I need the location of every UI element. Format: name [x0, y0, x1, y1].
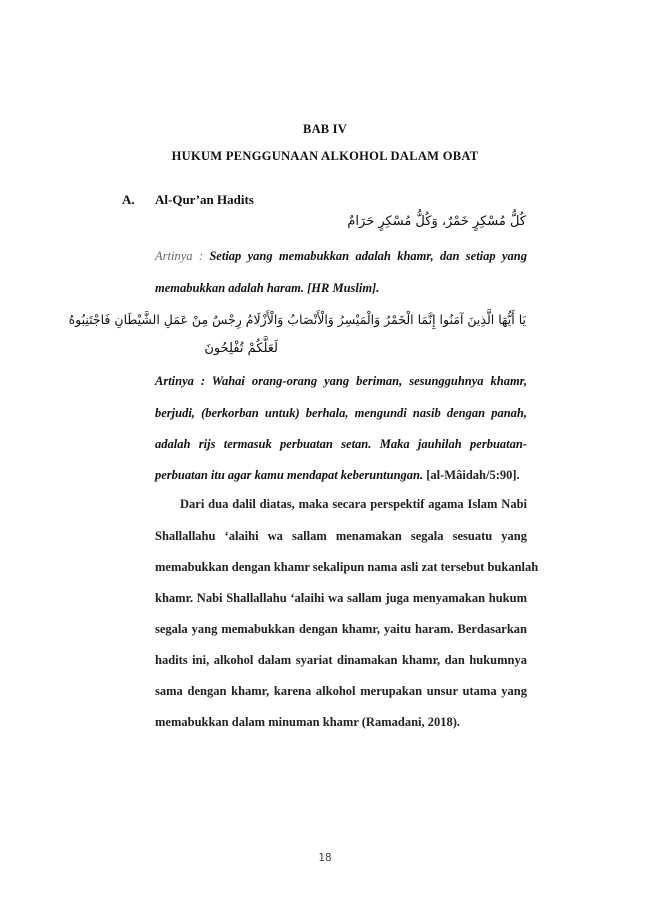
verse-arabic-line-2: لَعَلَّكُمْ تُفْلِحُونَ: [204, 341, 278, 356]
section-title: Al-Qur’an Hadits: [155, 192, 254, 207]
paragraph-line: hadits ini, alkohol dalam syariat dinamakan khamr, dan hukumnya: [155, 653, 527, 667]
paragraph-line: sama dengan khamr, karena alkohol merupakan unsur utama yang: [155, 684, 527, 698]
hadith-translation-text: Setiap yang memabukkan adalah khamr, dan setiap yang: [209, 249, 527, 263]
verse-translation-line-2: berjudi, (berkorban untuk) berhala, mengundi nasib dengan panah,: [155, 406, 527, 420]
paragraph-line: memabukkan dengan khamr sekalipun nama asli zat tersebut bukanlah: [155, 560, 539, 574]
paragraph-line: Dari dua dalil diatas, maka secara perspektif agama Islam Nabi: [180, 497, 527, 511]
verse-translation-line-4: [155, 468, 527, 483]
hadith-translation-text-2: memabukkan adalah haram. [HR Muslim].: [155, 281, 380, 295]
verse-translation-line-3: adalah rijs termasuk perbuatan setan. Maka jauhilah perbuatan-: [155, 437, 527, 451]
chapter-title: HUKUM PENGGUNAAN ALKOHOL DALAM OBAT: [171, 149, 479, 163]
paragraph-line: khamr. Nabi Shallallahu ‘alaihi wa sallam juga menyamakan hukum: [155, 591, 527, 605]
hadith-translation-line-2: [155, 281, 527, 296]
verse-translation-text-4: perbuatan itu agar kamu mendapat keberuntungan.: [155, 468, 424, 482]
hadith-arabic-text: كُلُّ مُسْكِرٍ خَمْرٌ، وَكُلُّ مُسْكِرٍ حَرَامٌ: [347, 214, 526, 229]
translation-prefix: Artinya :: [155, 249, 203, 263]
chapter-label: BAB IV: [303, 122, 347, 136]
paragraph-line: segala yang memabukkan dengan khamr, yaitu haram. Berdasarkan: [155, 622, 527, 636]
verse-arabic-line-1: يَا أَيُّهَا الَّذِينَ آمَنُوا إِنَّمَا الْخَمْرُ وَالْمَيْسِرُ وَالْأَنْصَابُ وَالْأَزْلَامُ رِجْسٌ مِنْ عَمَلِ الشَّيْطَانِ فَاجْتَنِبُوهُ: [68, 312, 526, 327]
paragraph-line: Shallallahu ‘alaihi wa sallam menamakan segala sesuatu yang: [155, 529, 527, 543]
section-letter: A.: [122, 192, 135, 207]
verse-translation-line-1: Artinya : Wahai orang-orang yang beriman, sesungguhnya khamr,: [155, 374, 527, 388]
verse-reference: [al-Mâidah/5:90].: [423, 468, 520, 482]
paragraph-line: memabukkan dalam minuman khamr (Ramadani, 2018).: [155, 715, 461, 729]
page-number: 18: [318, 852, 332, 864]
hadith-translation-line-1: [155, 249, 527, 264]
